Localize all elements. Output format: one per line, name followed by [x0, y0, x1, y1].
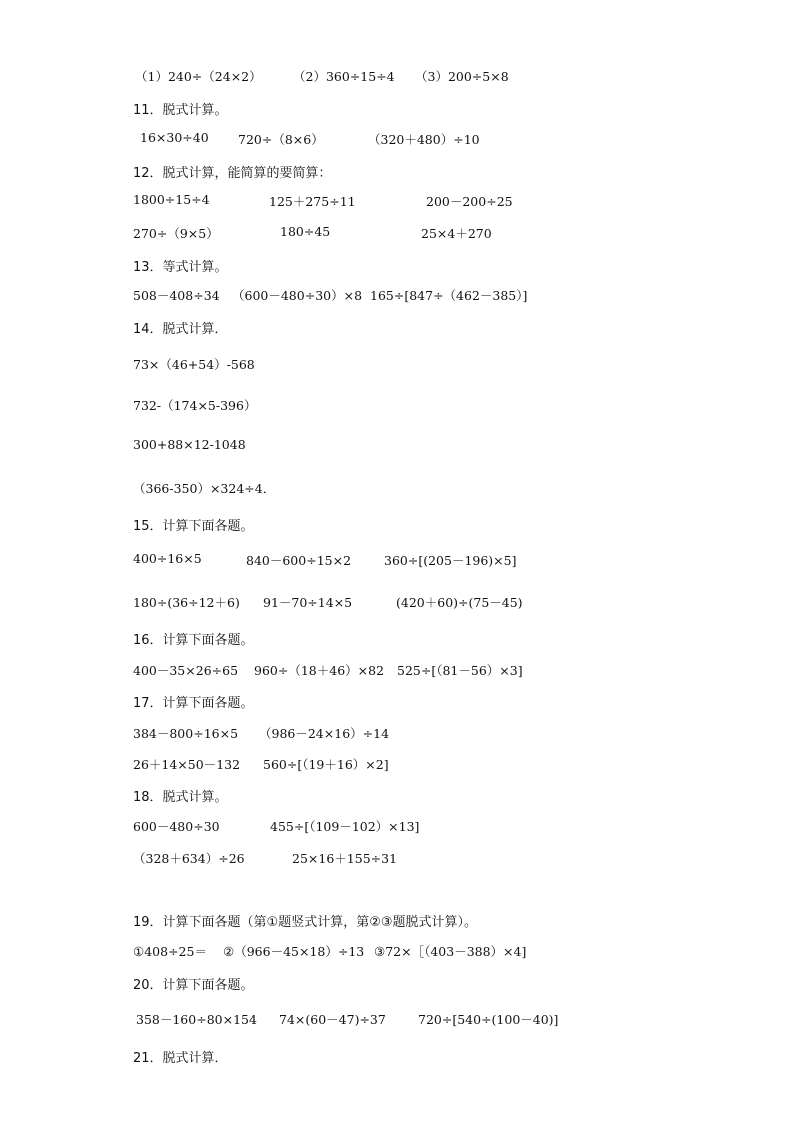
expression-item: 400－35×26÷65	[133, 663, 239, 678]
expression-item: （3）200÷5×8	[415, 69, 509, 84]
expression-item: 125＋275÷11	[269, 194, 356, 209]
expression-item: 840－600÷15×2	[246, 553, 352, 568]
expression-item: 300+88×12-1048	[133, 437, 246, 452]
question-heading: 19．计算下面各题（第①题竖式计算，第②③题脱式计算）。	[133, 915, 478, 930]
expression-item: 74×(60－47)÷37	[279, 1012, 386, 1027]
expression-item: 360÷[(205－196)×5]	[384, 553, 517, 568]
expression-item: ①408÷25＝	[133, 944, 207, 959]
expression-item: 180÷(36÷12＋6)	[133, 595, 240, 610]
question-heading: 15．计算下面各题。	[133, 519, 254, 534]
expression-item: 25×4＋270	[421, 226, 492, 241]
question-heading: 12．脱式计算，能简算的要简算：	[133, 166, 332, 181]
question-heading: 18．脱式计算。	[133, 790, 228, 805]
expression-item: 73×（46+54）-568	[133, 357, 255, 372]
expression-item: ②（966－45×18）÷13	[223, 944, 365, 959]
expression-item: （320＋480）÷10	[368, 132, 480, 147]
question-heading: 14．脱式计算．	[133, 322, 228, 337]
expression-item: （2）360÷15÷4	[293, 69, 395, 84]
expression-item: ③72×［（403－388）×4]	[374, 944, 527, 959]
expression-item: 25×16＋155÷31	[292, 851, 398, 866]
expression-item: （600－480÷30）×8	[232, 288, 363, 303]
expression-item: （366-350）×324÷4．	[133, 481, 276, 496]
expression-item: 455÷[（109－102）×13]	[270, 819, 420, 834]
expression-item: 960÷（18＋46）×82	[254, 663, 385, 678]
expression-item: 16×30÷40	[140, 130, 209, 145]
question-heading: 11．脱式计算。	[133, 103, 228, 118]
expression-item: 180÷45	[280, 224, 331, 239]
expression-item: 400÷16×5	[133, 551, 202, 566]
question-heading: 17．计算下面各题。	[133, 696, 254, 711]
expression-item: 1800÷15÷4	[133, 192, 210, 207]
expression-item: 600－480÷30	[133, 819, 220, 834]
expression-item: 560÷[（19＋16）×2]	[263, 757, 389, 772]
expression-item: （1）240÷（24×2）	[135, 69, 262, 84]
expression-item: 508－408÷34	[133, 288, 220, 303]
question-heading: 20．计算下面各题。	[133, 978, 254, 993]
expression-item: 358－160÷80×154	[136, 1012, 257, 1027]
expression-item: 720÷[540÷(100－40)]	[418, 1012, 559, 1027]
expression-item: (420＋60)÷(75－45)	[396, 595, 523, 610]
question-heading: 21．脱式计算．	[133, 1051, 228, 1066]
expression-item: 26＋14×50－132	[133, 757, 241, 772]
expression-item: 91－70÷14×5	[263, 595, 353, 610]
expression-item: 165÷[847÷（462－385）]	[370, 288, 528, 303]
expression-item: 720÷（8×6）	[238, 132, 324, 147]
expression-item: 525÷[（81－56）×3]	[397, 663, 523, 678]
expression-item: 270÷（9×5）	[133, 226, 219, 241]
expression-item: （986－24×16）÷14	[259, 726, 390, 741]
expression-item: 384－800÷16×5	[133, 726, 239, 741]
expression-item: （328＋634）÷26	[133, 851, 245, 866]
expression-item: 732-（174×5-396）	[133, 398, 257, 413]
question-heading: 13．等式计算。	[133, 260, 228, 275]
question-heading: 16．计算下面各题。	[133, 633, 254, 648]
expression-item: 200－200÷25	[426, 194, 513, 209]
